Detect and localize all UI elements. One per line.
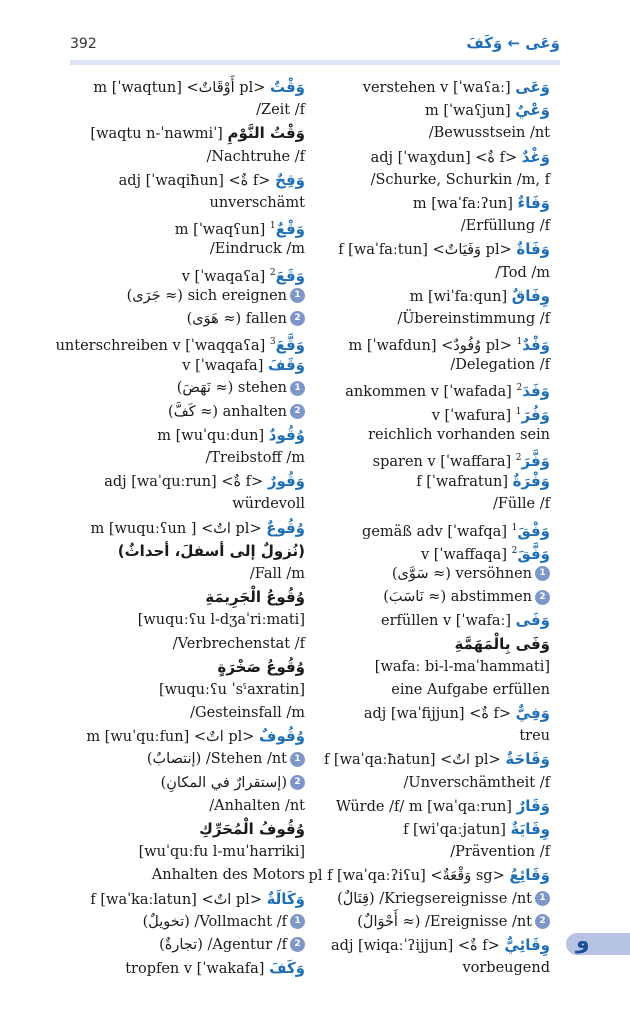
sense-number-badge: 1 [535,566,550,581]
entry-line [60,633,305,656]
sense-number-badge: 1 [290,914,305,929]
entry-line [305,841,550,864]
entry-line [60,401,305,424]
entry-line [305,122,550,145]
left-column [55,76,305,980]
headword: وَفَاءٌ [517,193,550,212]
homograph-number: 1 [511,522,518,533]
headword: وَقْعٌ [275,219,305,238]
entry-line [305,447,550,470]
entry-text: <pl أَوْقَاتٌ> m [ˈwaqtun] [93,80,266,96]
entry-text: abstimmen (≈ نَاسَبَ) [383,589,532,606]
entry-text: unterschreiben v [ˈwaqqaʕa] [55,337,266,354]
entry-text: [wuquːʕu ˈsˤaxratin] [158,681,305,698]
entry-line [305,748,550,771]
entry-text: Stehen /nt/ (إنتصابٌ) [146,751,287,768]
entry-line [60,586,305,609]
entry-text: Erfüllung /f/ [460,218,550,235]
headword: وَفِيٌّ [515,704,550,723]
entry-text: Vollmacht /f/ (تخويلٌ) [142,913,287,930]
entry-text: Prävention /f/ [450,844,550,861]
entry-line [60,702,305,725]
entry-text: tropfen v [ˈwakafa] [125,961,265,978]
entry-text: versöhnen (≈ سَوَّى) [391,565,532,582]
entry-text: anhalten (≈ كَفَّ) [168,403,287,420]
entry-text: [ˈwaqtu n-ˈnawmi] [90,126,223,143]
entry-text: <f ةٌ> adj [ˈwaqiħun] [118,172,271,189]
entry-text: (إستقرارٌ في المكانِ) [160,774,287,791]
headword: وَكَالَةٌ [266,889,305,908]
entry-text: [wuquːʕu l-dʒaˈriːmati] [137,612,305,629]
entry-line [60,354,305,377]
entry-line [60,540,305,563]
headword: وَقَاحَةٌ [505,750,550,769]
running-head: وَعَى ← وَكَفَ [466,34,560,52]
headword: وَفْقَ [517,521,550,540]
headword: وَقْتٌ [269,78,305,96]
arabic-phrase: وُقُوعُ الْجَرِيمَةِ [205,588,305,607]
entry-text: <sg وَقْعَةٌ> pl f [waˈqaːʔiʕu] [308,868,505,885]
headword: وَعَى [515,78,550,96]
entry-text: unverschämt [209,194,305,211]
entry-line [305,679,550,702]
entry-line [60,262,305,285]
entry-text: f [wiˈqaːjatun] [403,822,506,838]
headword: وُقُوعٌ [266,518,305,537]
entry-line [60,99,305,122]
entry-text: eine Aufgabe erfüllen [391,681,550,698]
entry-line [60,934,305,957]
entry-line [305,146,550,169]
entry-text: <f ةٌ> adj [waˈquːrun] [104,474,264,491]
entry-line [60,470,305,493]
entry-line [60,424,305,447]
headword: وَقِحٌ [275,170,305,189]
right-column [305,76,550,980]
entry-text: verstehen v [ˈwaʕaː] [362,80,511,96]
headword: وَقَارٌ [516,796,550,815]
entry-line [60,841,305,864]
entry-text: Fülle /f/ [492,496,550,513]
entry-line [60,679,305,702]
headword: وَقَفَ [267,356,305,375]
entry-text: Zeit /f/ [256,102,305,119]
headword: وِقَايَةٌ [510,820,550,838]
sense-number-badge: 1 [290,381,305,396]
homograph-number: 1 [516,337,523,348]
entry-line [305,586,550,609]
entry-text: m [waˈfaːʔun] [412,195,513,212]
headword: وَفَاةٌ [516,240,550,259]
entry-line [60,169,305,192]
entry-text: v [ˈwaqaʕa] [181,268,266,285]
entry-line [305,331,550,354]
entry-line [305,169,550,192]
sense-number-badge: 1 [290,752,305,767]
entry-text: fallen (≈ هَوَى) [186,310,287,327]
entry-text: <pl اتٌ> m [wuquːʕun ] [90,520,262,537]
entry-line [60,377,305,400]
entry-line [305,795,550,818]
entry-text: <f ةٌ> adj [ˈwaɣdun] [370,149,518,166]
headword: وَقَّعَ [275,335,305,354]
homograph-number: 1 [269,221,276,232]
entry-text: Treibstoff /m/ [205,450,305,466]
entry-line [305,911,550,934]
entry-text: reichlich vorhanden sein [368,426,550,443]
page-number: 392 [70,36,97,52]
entry-text: Verbrechenstat /f/ [172,635,305,652]
entry-line [305,888,550,911]
header-rule [70,60,560,65]
entry-text: ankommen v [ˈwafada] [345,384,512,401]
headword: وِقَائِيٌّ [504,935,550,954]
sense-number-badge: 2 [290,311,305,326]
entry-text: würdevoll [232,496,305,513]
homograph-number: 1 [515,406,522,417]
entry-line [305,262,550,285]
entry-line [305,354,550,377]
entry-text: sich ereignen (≈ جَرَى) [126,287,287,304]
headword: وُقُوفٌ [259,727,305,746]
entry-line [305,192,550,215]
headword: وَقُورٌ [267,472,305,491]
homograph-number: 2 [269,267,276,278]
homograph-number: 2 [516,383,523,394]
entry-line [55,331,305,354]
entry-line [305,864,550,887]
entry-line [60,285,305,308]
entry-text: Anhalten des Motors [151,867,305,884]
entry-line [60,818,305,841]
headword: وَعْيٌ [515,101,550,120]
headword: وَقَعَ [275,266,305,285]
entry-text: Unverschämtheit /f/ [403,774,550,791]
headword: وُقُودٌ [268,425,305,444]
headword: وَفَى [515,611,550,630]
entry-text: [wafaː bi-l-maˈhammati] [374,658,550,675]
entry-line [60,772,305,795]
entry-text: v [ˈwaffaqa] [420,546,507,563]
entry-text: Agentur /f/ (تجارةٌ) [159,936,287,953]
headword: وَفُرَ [521,405,550,424]
entry-line [60,656,305,679]
entry-text: Ereignisse /nt/ (≈ أَحْوَالٌ) [357,913,532,930]
entry-line [60,517,305,540]
entry-line [60,725,305,748]
homograph-number: 3 [269,337,276,348]
entry-line [305,377,550,400]
sense-number-badge: 2 [290,775,305,790]
entry-text: Delegation /f/ [450,357,550,374]
sense-number-badge: 2 [535,914,550,929]
entry-line [305,517,550,540]
entry-line [305,424,550,447]
entry-text: Übereinstimmung /f/ [397,310,550,327]
entry-text: Anhalten /nt/ [209,797,305,814]
headword: وَكَفَ [269,959,305,978]
entry-text: Würde /f/ m [waˈqaːrun] [336,798,512,815]
entry-text: m [wiˈfaːqun] [409,288,508,305]
entry-line [305,934,550,957]
entry-text: <pl وُفُودٌ> m [ˈwafdun] [348,337,512,354]
sense-number-badge: 2 [290,404,305,419]
entry-text: gemäß adv [ˈwafqa] [362,523,507,540]
entry-line [305,563,550,586]
entry-text: f [ˈwafratun] [416,474,509,491]
arabic-phrase: وَفَى بِالْمَهَمَّةِ [454,634,550,653]
headword: وَفْدٌ [522,335,550,354]
entry-text: vorbeugend [462,960,550,977]
entry-text: v [ˈwafura] [431,407,512,424]
entry-text: <f ةٌ> adj [waˈfijjun] [363,706,512,723]
entry-text: Fall /m/ [249,565,305,582]
entry-line [60,609,305,632]
entry-text: <f ةٌ> adj [wiqaːˈʔijjun] [331,937,500,954]
entry-line [305,308,550,331]
entry-text: <pl اتٌ> m [wuˈquːfun] [86,729,255,746]
arabic-phrase: وُقُوفُ الْمُحَرِّكِ [199,820,305,838]
sense-number-badge: 2 [535,590,550,605]
entry-line [305,470,550,493]
entry-line [60,911,305,934]
entry-text: Kriegsereignisse /nt/ (قِتَالٌ) [337,890,532,907]
entry-text: m [ˈwaqʕun] [174,221,266,238]
entry-line [305,656,550,679]
entry-line [305,540,550,563]
headword: وَفْرَةٌ [512,472,550,491]
headword: وَفَّرَ [521,451,550,470]
entry-line [60,864,305,887]
entry-text: <pl وَفَيَاتٌ> f [waˈfaːtun] [338,242,512,259]
entry-line [305,609,550,632]
entry-line [60,957,305,980]
entry-text: Eindruck /m/ [209,241,305,258]
entry-text: erfüllen v [ˈwafaː] [380,613,512,630]
sense-number-badge: 2 [290,937,305,952]
page-header [70,34,560,60]
entry-line [305,493,550,516]
arabic-phrase: وُقُوعُ صَخْرَةٍ [217,657,305,676]
entry-line [60,748,305,771]
entry-text: [wuˈquːfu l-muˈharriki] [138,844,305,861]
headword: وِفَاقٌ [511,286,550,305]
homograph-number: 2 [511,545,518,556]
entry-text: Tod /m/ [495,264,550,281]
entry-line [60,795,305,818]
entry-line [60,76,305,99]
entry-text: Gesteinsfall /m/ [190,705,305,722]
entry-line [60,192,305,215]
entry-text: m [wuˈquːdun] [157,427,265,444]
entry-line [305,818,550,841]
arabic-phrase: (نُزولٌ إلى أسفلَ، أحداثٌ) [117,541,305,560]
entry-text: <pl اتٌ> f [waˈqaːħatun] [323,752,501,769]
entry-line [60,888,305,911]
entry-line [60,122,305,145]
entry-line [305,633,550,656]
headword: وَغْدٌ [521,147,550,166]
entry-line [60,308,305,331]
entry-line [305,725,550,748]
entry-line [305,702,550,725]
entry-line [60,493,305,516]
headword: وَفَدَ [522,382,550,401]
entry-line [60,215,305,238]
entry-line [305,76,550,99]
entry-text: stehen (≈ نَهَضَ) [176,380,287,397]
headword: وَفَّقَ [517,544,550,563]
headword: وَقَائِعُ [509,866,550,885]
entry-line [305,285,550,308]
entry-text: v [ˈwaqafa] [182,358,264,375]
entry-line [60,146,305,169]
entry-line [305,238,550,261]
sense-number-badge: 1 [535,891,550,906]
homograph-number: 2 [515,453,522,463]
entry-text: <pl اتٌ> f [waˈkaːlatun] [90,891,262,908]
entry-text: sparen v [ˈwaffara] [372,453,512,470]
entry-text: Nachtruhe /f/ [206,148,305,165]
entry-text: Schurke, Schurkin /m, f/ [370,171,550,188]
entry-line [305,401,550,424]
entry-line [60,238,305,261]
entry-line [305,957,550,980]
arabic-phrase: وَقْتُ النَّوْمِ [227,124,305,143]
thumb-index-letter: و [576,929,590,954]
entry-text: m [ˈwaʕjun] [424,103,511,120]
entry-line [60,563,305,586]
entry-line [305,772,550,795]
sense-number-badge: 1 [290,288,305,303]
entry-line [305,215,550,238]
entry-line [60,447,305,470]
entry-text: Bewusstsein /nt/ [428,125,550,142]
thumb-index-tab [566,929,630,955]
entry-line [305,99,550,122]
entry-text: treu [519,728,550,745]
